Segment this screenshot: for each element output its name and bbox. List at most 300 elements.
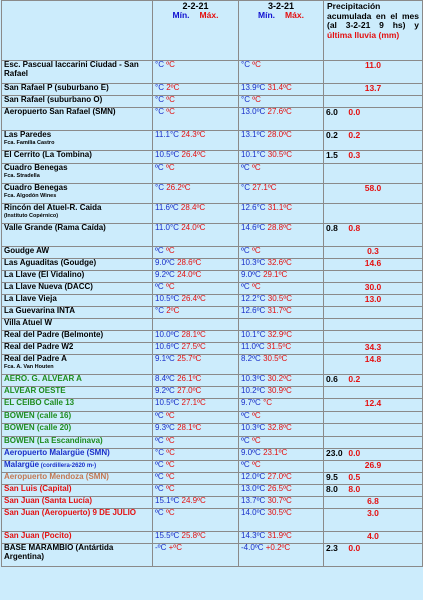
min-temp: ºC — [241, 411, 250, 420]
station-subtitle: (Instituto Copérnico) — [4, 212, 59, 219]
min-temp: ºC — [155, 246, 164, 255]
precip-cell — [324, 204, 423, 224]
station-name: AERO. G. ALVEAR A — [4, 374, 82, 383]
max-temp: 28.1ºC — [177, 423, 202, 432]
station-cell — [2, 532, 153, 544]
max-temp: 24.0ºC — [177, 270, 202, 279]
day2-temp-cell — [239, 375, 324, 387]
station-name: Villa Atuel W — [4, 318, 53, 327]
min-temp: 10.1°C — [241, 330, 266, 339]
day2-temp-cell — [239, 355, 324, 375]
day2-temp-cell — [239, 96, 324, 108]
precip-cell — [324, 437, 423, 449]
precip-value: 26.9 — [364, 460, 382, 470]
precip-value: 14.8 — [364, 354, 382, 364]
precip-accumulated: 2.3 — [326, 543, 338, 553]
station-cell — [2, 96, 153, 108]
station-name: San Juan (Aeropuerto) 9 DE JULIO — [4, 508, 137, 517]
station-name: Rincón del Atuel-R. Caida — [4, 203, 102, 212]
max-temp: 30.5ºC — [267, 294, 293, 303]
station-name: BOWEN (calle 20) — [4, 423, 72, 432]
table-row — [2, 473, 423, 485]
day1-temp-cell — [153, 204, 239, 224]
max-temp: ºC — [251, 163, 261, 172]
min-temp: 10.0ºC — [155, 330, 180, 339]
station-cell — [2, 497, 153, 509]
station-name: BASE MARAMBIO (Antártida Argentina) — [4, 543, 114, 561]
station-cell — [2, 424, 153, 437]
max-temp: ºC — [165, 436, 175, 445]
max-temp: 25.7ºC — [177, 354, 202, 363]
station-cell — [2, 387, 153, 399]
station-name: Malargüe — [4, 460, 40, 469]
min-temp: 9.1ºC — [155, 354, 175, 363]
day2-temp-cell — [239, 204, 324, 224]
station-name: Las Aguaditas (Goudge) — [4, 258, 97, 267]
day1-temp-cell — [153, 247, 239, 259]
day2-temp-cell — [239, 437, 324, 449]
min-temp: ºC — [155, 508, 164, 517]
min-temp: °C — [241, 183, 250, 192]
station-name: La Llave Vieja — [4, 294, 57, 303]
station-name: Las Paredes — [4, 130, 52, 139]
min-temp: 10.5ºC — [155, 150, 180, 159]
weather-table — [1, 0, 423, 567]
day2-temp-cell — [239, 151, 324, 164]
max-temp: ºC — [251, 246, 261, 255]
station-cell — [2, 184, 153, 204]
day2-temp-cell — [239, 331, 324, 343]
day2-temp-cell — [239, 343, 324, 355]
max-temp: 27.0ºC — [177, 386, 202, 395]
max-temp: 25.8ºC — [181, 531, 206, 540]
day1-temp-cell — [153, 271, 239, 283]
precip-cell — [324, 485, 423, 497]
day2-temp-cell — [239, 387, 324, 399]
precip-cell — [324, 131, 423, 151]
min-temp: ºC — [155, 411, 164, 420]
table-row — [2, 497, 423, 509]
precip-value: 4.0 — [367, 531, 379, 541]
station-cell — [2, 247, 153, 259]
min-temp: 12.2°C — [241, 294, 266, 303]
precip-value: 0.3 — [367, 246, 379, 256]
min-temp: 14.0ºC — [241, 508, 266, 517]
precip-cell — [324, 375, 423, 387]
max-temp: 27.1ºC — [181, 398, 206, 407]
precip-cell — [324, 151, 423, 164]
day2-temp-cell — [239, 247, 324, 259]
day2-temp-cell — [239, 485, 324, 497]
table-row — [2, 283, 423, 295]
day1-temp-cell — [153, 61, 239, 84]
min-temp: 10.5ºC — [155, 294, 180, 303]
min-temp: 9.0ºC — [155, 258, 175, 267]
station-name: Aeropuerto San Rafael (SMN) — [4, 107, 116, 116]
precip-accumulated: 0.2 — [326, 130, 338, 140]
precip-value: 34.3 — [364, 342, 382, 352]
precip-last-rain: 8.0 — [348, 484, 361, 494]
date2-header-cell — [239, 1, 324, 61]
min-temp: ºC — [155, 163, 164, 172]
station-name: Cuadro Benegas — [4, 163, 68, 172]
max-temp: 31.4ºC — [267, 83, 292, 92]
min-temp: 9.2ºC — [155, 386, 175, 395]
precip-accumulated: 6.0 — [326, 107, 338, 117]
table-row — [2, 509, 423, 532]
station-name: ALVEAR OESTE — [4, 386, 66, 395]
max-temp: 31.5ºC — [266, 342, 292, 351]
station-cell — [2, 509, 153, 532]
min-temp: °C — [155, 183, 164, 192]
max-temp: 30.5ºC — [267, 508, 292, 517]
table-row — [2, 375, 423, 387]
max-temp: ºC — [251, 282, 261, 291]
precip-cell — [324, 184, 423, 204]
station-cell — [2, 355, 153, 375]
max-temp: +ºC — [168, 543, 182, 552]
table-row — [2, 131, 423, 151]
precip-cell — [324, 319, 423, 331]
day2-temp-cell — [239, 319, 324, 331]
table-row — [2, 331, 423, 343]
max-temp: ºC — [166, 60, 175, 69]
max-temp: 30.9ºC — [267, 386, 292, 395]
station-name: La Llave Nueva (DACC) — [4, 282, 93, 291]
min-temp: 11.1°C — [155, 130, 179, 139]
table-row — [2, 84, 423, 96]
table-row — [2, 307, 423, 319]
table-row — [2, 461, 423, 473]
precip-header-last-rain: última lluvia (mm) — [327, 29, 400, 40]
table-row — [2, 247, 423, 259]
station-subtitle: Fca. A. Van Houten — [4, 363, 54, 370]
max-temp: 26.1ºC — [177, 374, 202, 383]
max-temp: 2ºC — [166, 83, 180, 92]
precip-value: 11.0 — [364, 60, 382, 70]
precip-cell — [324, 295, 423, 307]
table-row — [2, 271, 423, 283]
precip-last-rain: 0.8 — [348, 223, 361, 233]
min-temp: ºC — [241, 282, 250, 291]
table-row — [2, 108, 423, 131]
table-row — [2, 259, 423, 271]
table-row — [2, 387, 423, 399]
max-temp: °C — [263, 398, 273, 407]
precip-cell — [324, 473, 423, 485]
min-temp: °C — [241, 60, 250, 69]
table-row — [2, 355, 423, 375]
max-temp: 32.6ºC — [267, 258, 292, 267]
max-temp: 28.8ºC — [267, 223, 292, 232]
table-row — [2, 224, 423, 247]
day2-temp-cell — [239, 61, 324, 84]
station-cell — [2, 461, 153, 473]
day2-temp-cell — [239, 412, 324, 424]
max-temp: 32.8ºC — [267, 423, 292, 432]
precip-cell — [324, 544, 423, 567]
day1-temp-cell — [153, 307, 239, 319]
day2-temp-cell — [239, 461, 324, 473]
min-temp: ºC — [241, 436, 250, 445]
min-temp: 9.2ºC — [155, 270, 175, 279]
day2-temp-cell — [239, 271, 324, 283]
station-name: Esc. Pascual Iaccarini Ciudad - San Rafael — [4, 60, 139, 78]
precip-cell — [324, 259, 423, 271]
min-temp: 15.5ºC — [155, 531, 180, 540]
min-temp: 12.0ºC — [241, 472, 266, 481]
max-temp: ºC — [166, 107, 175, 116]
precip-cell — [324, 532, 423, 544]
table-row — [2, 424, 423, 437]
station-cell — [2, 224, 153, 247]
min-temp: 9.0ºC — [241, 270, 261, 279]
day2-temp-cell — [239, 497, 324, 509]
table-row — [2, 61, 423, 84]
min-temp: 11.6ºC — [155, 203, 179, 212]
station-cell — [2, 295, 153, 307]
max-temp: 30.5ºC — [263, 354, 288, 363]
station-cell — [2, 412, 153, 424]
min-temp: 15.1ºC — [155, 496, 180, 505]
date1-header-cell — [153, 1, 239, 61]
precip-last-rain: 0.0 — [348, 543, 361, 553]
station-cell — [2, 343, 153, 355]
day2-temp-cell — [239, 544, 324, 567]
station-note: (cordillera-2620 m-) — [39, 463, 97, 469]
day1-temp-cell — [153, 449, 239, 461]
day1-temp-cell — [153, 331, 239, 343]
precip-accumulated: 1.5 — [326, 150, 338, 160]
day2-temp-cell — [239, 164, 324, 184]
day1-temp-cell — [153, 473, 239, 485]
day2-temp-cell — [239, 449, 324, 461]
max-temp: 23.1ºC — [263, 448, 288, 457]
precip-cell — [324, 96, 423, 108]
precip-accumulated: 0.6 — [326, 374, 338, 384]
day1-temp-cell — [153, 164, 239, 184]
precip-cell — [324, 355, 423, 375]
max-temp: ºC — [166, 448, 175, 457]
station-cell — [2, 84, 153, 96]
min-temp: 13.0ºC — [241, 484, 266, 493]
day2-temp-cell — [239, 424, 324, 437]
max-temp: ºC — [165, 163, 175, 172]
table-row — [2, 204, 423, 224]
precip-last-rain: 0.0 — [348, 107, 361, 117]
station-name: Real del Padre (Belmonte) — [4, 330, 104, 339]
max-temp: ºC — [165, 246, 175, 255]
day1-temp-cell — [153, 532, 239, 544]
min-temp: 9.7ºC — [241, 398, 261, 407]
min-temp: 9.3ºC — [155, 423, 175, 432]
day1-temp-cell — [153, 224, 239, 247]
precip-value: 14.6 — [364, 258, 382, 268]
table-row — [2, 544, 423, 567]
precip-cell — [324, 247, 423, 259]
min-temp: 12.6ºC — [241, 306, 266, 315]
day1-temp-cell — [153, 509, 239, 532]
station-cell — [2, 449, 153, 461]
precip-cell — [324, 108, 423, 131]
min-temp: 12.6°C — [241, 203, 266, 212]
precip-header-cell — [324, 1, 423, 61]
day2-temp-cell — [239, 108, 324, 131]
station-name: Real del Padre W2 — [4, 342, 74, 351]
day2-temp-cell — [239, 399, 324, 412]
precip-cell — [324, 84, 423, 96]
date2-label: 3-2-21 — [267, 1, 294, 11]
precip-cell — [324, 399, 423, 412]
precip-value: 13.7 — [364, 83, 382, 93]
precip-accumulated: 0.8 — [326, 223, 338, 233]
station-cell — [2, 319, 153, 331]
precip-cell — [324, 412, 423, 424]
date1-label: 2-2-21 — [182, 1, 209, 11]
min-temp: ºC — [155, 282, 164, 291]
precip-last-rain: 0.2 — [348, 130, 361, 140]
date1-min-label: Mín. — [172, 9, 190, 20]
max-temp: 26.2ºC — [166, 183, 191, 192]
table-row — [2, 485, 423, 497]
precip-cell — [324, 424, 423, 437]
station-name: Valle Grande (Rama Caída) — [4, 223, 106, 232]
day1-temp-cell — [153, 259, 239, 271]
max-temp: 26.5ºC — [267, 484, 292, 493]
max-temp: 2ºC — [166, 306, 180, 315]
date1-max-label: Máx. — [199, 9, 219, 20]
max-temp: ºC — [165, 508, 175, 517]
day1-temp-cell — [153, 343, 239, 355]
station-subtitle: Fca. Algodón Wines — [4, 192, 57, 199]
precip-accumulated: 9.5 — [326, 472, 338, 482]
max-temp: ºC — [165, 282, 175, 291]
min-temp: °C — [155, 306, 164, 315]
station-cell — [2, 131, 153, 151]
max-temp: ºC — [251, 460, 261, 469]
table-row — [2, 449, 423, 461]
station-subtitle: Fca. Stradella — [4, 172, 40, 179]
day1-temp-cell — [153, 319, 239, 331]
station-cell — [2, 259, 153, 271]
station-cell — [2, 271, 153, 283]
station-cell — [2, 473, 153, 485]
min-temp: 8.2ºC — [241, 354, 261, 363]
min-temp: °C — [155, 448, 164, 457]
max-temp: ºC — [252, 60, 261, 69]
table-row — [2, 343, 423, 355]
max-temp: ºC — [166, 95, 175, 104]
precip-cell — [324, 61, 423, 84]
min-temp: 10.3ºC — [241, 374, 266, 383]
min-temp: ºC — [155, 460, 164, 469]
day1-temp-cell — [153, 461, 239, 473]
precip-last-rain: 0.5 — [348, 472, 361, 482]
day1-temp-cell — [153, 544, 239, 567]
day1-temp-cell — [153, 399, 239, 412]
max-temp: 28.0ºC — [267, 130, 292, 139]
max-temp: ºC — [165, 411, 175, 420]
min-temp: 10.2ºC — [241, 386, 266, 395]
min-temp: 13.9ºC — [241, 83, 266, 92]
day2-temp-cell — [239, 184, 324, 204]
station-name: Real del Padre A — [4, 354, 67, 363]
table-row — [2, 399, 423, 412]
precip-value: 3.0 — [367, 508, 379, 518]
min-temp: 14.6ºC — [241, 223, 266, 232]
day1-temp-cell — [153, 283, 239, 295]
precip-value: 6.8 — [367, 496, 379, 506]
min-temp: °C — [155, 95, 164, 104]
max-temp: 27.0ºC — [267, 472, 292, 481]
max-temp: 28.1ºC — [181, 330, 206, 339]
min-temp: 13.1ºC — [241, 130, 266, 139]
precip-cell — [324, 271, 423, 283]
station-name: San Juan (Pocito) — [4, 531, 72, 540]
min-temp: ºC — [241, 460, 250, 469]
day2-temp-cell — [239, 283, 324, 295]
table-row — [2, 164, 423, 184]
max-temp: 27.5ºC — [181, 342, 206, 351]
max-temp: 32.9ºC — [267, 330, 293, 339]
day1-temp-cell — [153, 184, 239, 204]
station-cell — [2, 307, 153, 319]
max-temp: ºC — [251, 411, 261, 420]
precip-value: 13.0 — [364, 294, 382, 304]
day2-temp-cell — [239, 84, 324, 96]
min-temp: 13.7ºC — [241, 496, 266, 505]
max-temp: 31.9ºC — [267, 531, 292, 540]
table-row — [2, 96, 423, 108]
max-temp: 31.1ºC — [267, 203, 293, 212]
precip-cell — [324, 164, 423, 184]
day2-temp-cell — [239, 307, 324, 319]
precip-cell — [324, 387, 423, 399]
min-temp: 10.3ºC — [241, 258, 266, 267]
min-temp: 10.6ºC — [155, 342, 180, 351]
station-name: San Rafael P (suburbano E) — [4, 83, 109, 92]
max-temp: 24.9ºC — [181, 496, 206, 505]
table-row — [2, 532, 423, 544]
max-temp: 28.6ºC — [177, 258, 202, 267]
station-name: El Cerrito (La Tombina) — [4, 150, 92, 159]
day1-temp-cell — [153, 131, 239, 151]
min-temp: ºC — [155, 436, 164, 445]
date2-min-label: Mín. — [258, 9, 276, 20]
station-name: Aeropuerto Mendoza (SMN) — [4, 472, 109, 481]
day1-temp-cell — [153, 84, 239, 96]
day1-temp-cell — [153, 437, 239, 449]
station-cell — [2, 283, 153, 295]
station-name: Cuadro Benegas — [4, 183, 68, 192]
station-name: EL CEIBO Calle 13 — [4, 398, 75, 407]
precip-cell — [324, 331, 423, 343]
day2-temp-cell — [239, 259, 324, 271]
day1-temp-cell — [153, 96, 239, 108]
day2-temp-cell — [239, 131, 324, 151]
station-cell — [2, 108, 153, 131]
precip-cell — [324, 283, 423, 295]
table-row — [2, 151, 423, 164]
min-temp: 11.0°C — [155, 223, 179, 232]
precip-value: 58.0 — [364, 183, 382, 193]
min-temp: ºC — [155, 472, 164, 481]
precip-accumulated: 8.0 — [326, 484, 338, 494]
max-temp: 31.7ºC — [267, 306, 292, 315]
min-temp: °C — [155, 83, 164, 92]
min-temp: 8.4ºC — [155, 374, 175, 383]
max-temp: 30.5ºC — [267, 150, 293, 159]
